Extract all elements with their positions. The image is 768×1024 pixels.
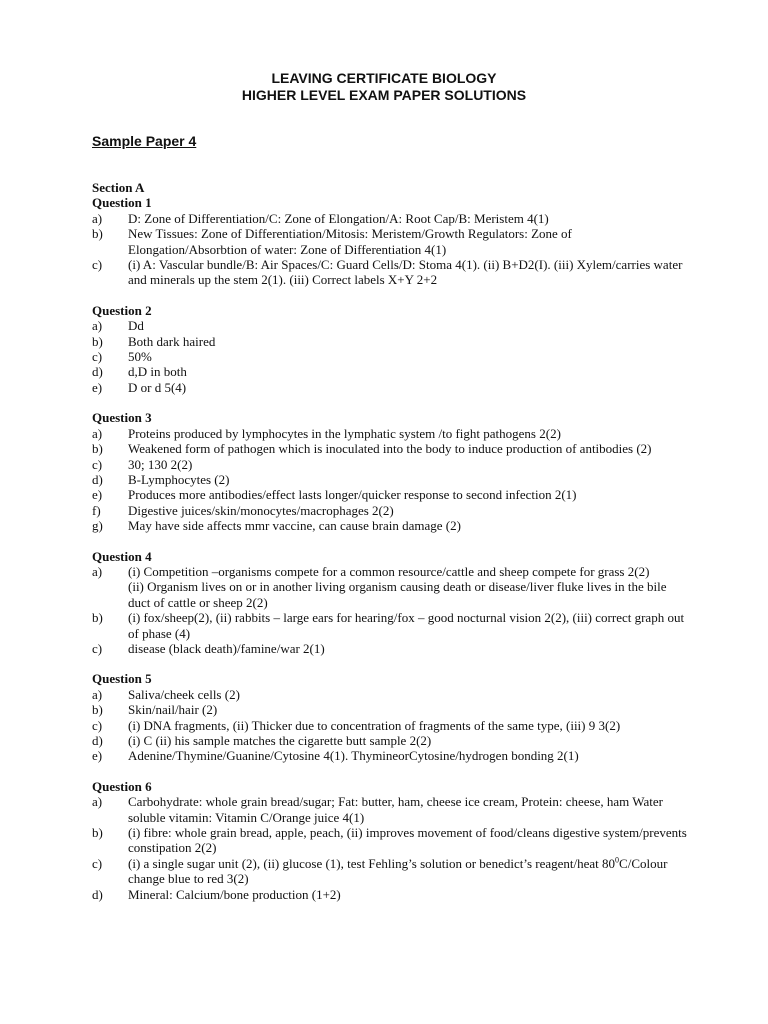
answer-2b: b) Both dark haired xyxy=(92,333,216,349)
answer-3e: e) Produces more antibodies/effect lasts longer/quicker response to second infection 2(1) xyxy=(92,487,577,503)
answer-1c: c) (i) A: Vascular bundle/B: Air Spaces/C: Guard Cells/D: Stoma 4(1). (ii) B+D2(I). (iii) Xylem/carries water and minerals up the stem 2(1). (iii) Correct labels X+Y 2+2 xyxy=(92,257,683,288)
answer-5d: d) (i) C (ii) his sample matches the cigarette butt sample 2(2) xyxy=(92,733,432,748)
answer-5e: e) Adenine/Thymine/Guanine/Cytosine 4(1). ThymineorCytosine/hydrogen bonding 2(1) xyxy=(92,748,579,764)
answer-4b: b) (i) fox/sheep(2), (ii) rabbits – large ears for hearing/fox – good nocturnal vision 2(2), (iii) correct graph out of phase (4) xyxy=(92,610,685,641)
answer-3d: d) B-Lymphocytes (2) xyxy=(92,471,230,487)
answer-6b: b) (i) fibre: whole grain bread, apple, peach, (ii) improves movement of food/cleans digestive system/prevents constipation 2(2) xyxy=(92,825,687,856)
answer-2c: c) 50% xyxy=(92,349,152,365)
title-line-2: HIGHER LEVEL EXAM PAPER SOLUTIONS xyxy=(241,87,527,103)
answer-6c: c) (i) a single sugar unit (2), (ii) glucose (1), test Fehling’s solution or benedict’s reagent/heat $80^0C$/Colour change blue to red 3(2) xyxy=(92,855,668,887)
answer-3c: c) 30; 130 2(2) xyxy=(92,456,193,472)
answer-3b: b) Weakened form of pathogen which is inoculated into the body to induce production of antibodies (2) xyxy=(92,441,652,457)
section-heading: Section A xyxy=(92,180,145,195)
answer-4a-ii: (ii) Organism lives on or in another living organism causing death or disease/liver fluke lives in the bile duct of cattle or sheep 2(2) xyxy=(128,579,667,610)
question-4-heading: Question 4 xyxy=(92,548,152,564)
answer-6a: a) Carbohydrate: whole grain bread/sugar; Fat: butter, ham, cheese ice cream, Protein: cheese, ham Water soluble vitamin: Vitamin C/Orange juice 4(1) xyxy=(92,794,663,825)
answer-3a: a) Proteins produced by lymphocytes in the lymphatic system /to fight pathogens 2(2) xyxy=(92,425,561,441)
question-5-heading: Question 5 xyxy=(92,671,152,687)
question-6-heading: Question 6 xyxy=(92,778,152,794)
answer-5c: c) (i) DNA fragments, (ii) Thicker due to concentration of fragments of the same type, (iii) 9 3(2) xyxy=(92,717,621,733)
question-1-heading: Question 1 xyxy=(92,195,152,211)
answer-4a: a) (i) Competition –organisms compete for a common resource/cattle and sheep compete for grass 2(2) xyxy=(92,563,650,579)
answer-2d: d) d,D in both xyxy=(92,364,187,380)
answer-4c: c) disease (black death)/famine/war 2(1) xyxy=(92,640,325,656)
title-line-1: LEAVING CERTIFICATE BIOLOGY xyxy=(271,70,497,86)
question-2-heading: Question 2 xyxy=(92,302,152,318)
question-3-heading: Question 3 xyxy=(92,410,152,426)
answer-3g: g) May have side affects mmr vaccine, can cause brain damage (2) xyxy=(92,518,461,534)
answer-5a: a) Saliva/cheek cells (2) xyxy=(92,686,240,702)
answer-1b: b) New Tissues: Zone of Differentiation/Mitosis: Meristem/Growth Regulators: Zone of Elongation/Absorbtion of water: Zone of Differentiation 4(1) xyxy=(92,226,572,257)
answer-2a: a) Dd xyxy=(92,318,144,334)
solutions-content xyxy=(92,180,692,902)
answer-6d: d) Mineral: Calcium/bone production (1+2) xyxy=(92,886,341,902)
answer-1a: a) D: Zone of Differentiation/C: Zone of Elongation/A: Root Cap/B: Meristem 4(1) xyxy=(92,210,549,226)
answer-3f: f) Digestive juices/skin/monocytes/macrophages 2(2) xyxy=(92,502,394,518)
answer-2e: e) D or d 5(4) xyxy=(92,379,187,395)
answer-5b: b) Skin/nail/hair (2) xyxy=(92,702,218,718)
sample-paper-heading: Sample Paper 4 xyxy=(92,133,197,149)
